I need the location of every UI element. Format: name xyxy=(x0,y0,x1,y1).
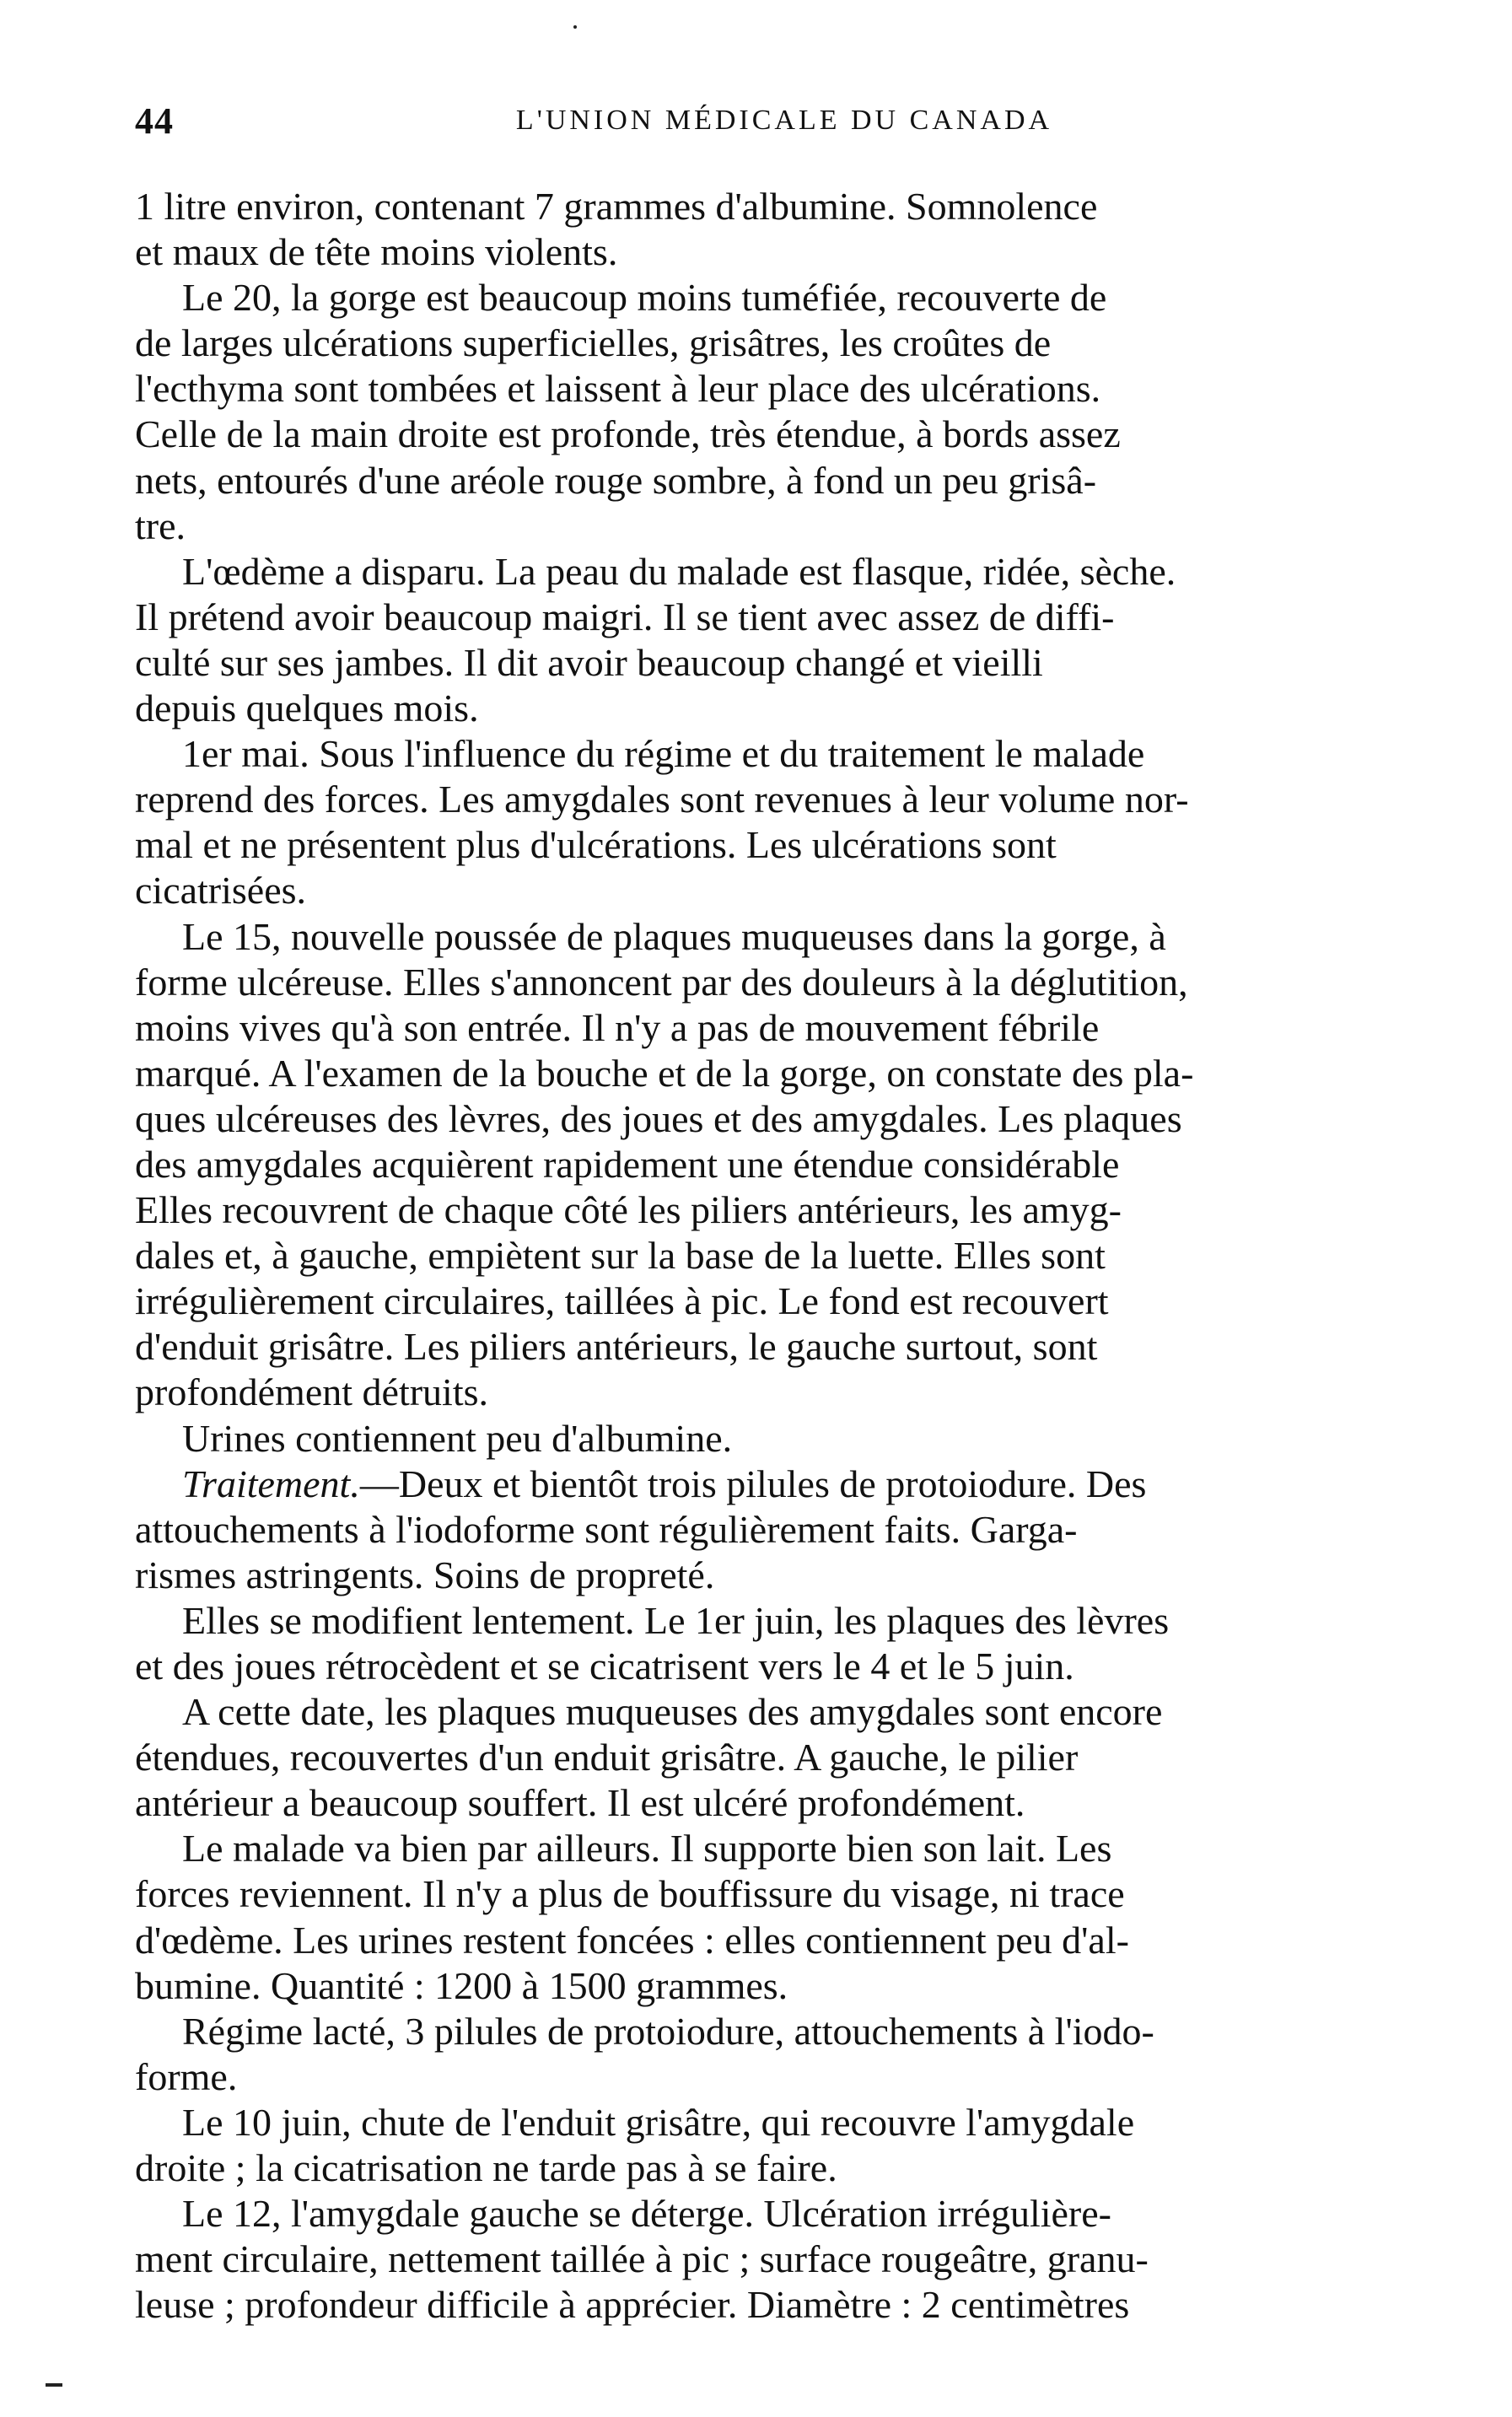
text-line: Elles recouvrent de chaque côté les piliers antérieurs, les amyg- xyxy=(135,1188,1122,1232)
text-line: Urines contiennent peu d'albumine. xyxy=(182,1416,733,1460)
text-line: bumine. Quantité : 1200 à 1500 grammes. xyxy=(135,1963,788,2007)
text-line: Le 15, nouvelle poussée de plaques muqueuses dans la gorge, à xyxy=(182,914,1166,958)
text-line: profondément détruits. xyxy=(135,1370,489,1414)
text-line: L'œdème a disparu. La peau du malade est flasque, ridée, sèche. xyxy=(182,549,1176,593)
text-line: forme ulcéreuse. Elles s'annoncent par des douleurs à la déglutition, xyxy=(135,960,1188,1004)
text-line: ques ulcéreuses des lèvres, des joues et des amygdales. Les plaques xyxy=(135,1096,1182,1140)
text-line: mal et ne présentent plus d'ulcérations. Les ulcérations sont xyxy=(135,823,1057,867)
text-line: Le 12, l'amygdale gauche se déterge. Ulcération irrégulière- xyxy=(182,2192,1111,2236)
text-line: marqué. A l'examen de la bouche et de la gorge, on constate des pla- xyxy=(135,1051,1194,1095)
print-speck xyxy=(573,25,577,29)
text-line: nets, entourés d'une aréole rouge sombre, à fond un peu grisâ- xyxy=(135,458,1097,502)
page-header xyxy=(135,100,1434,150)
text-line: Régime lacté, 3 pilules de protoiodure, attouchements à l'iodo- xyxy=(182,2009,1154,2053)
text-line: Le 20, la gorge est beaucoup moins tuméfiée, recouverte de xyxy=(182,276,1107,320)
body-text xyxy=(135,184,1434,2328)
print-mark xyxy=(46,2383,62,2387)
text-line: et des joues rétrocèdent et se cicatrisent vers le 4 et le 5 juin. xyxy=(135,1645,1074,1688)
text-line: irrégulièrement circulaires, taillées à pic. Le fond est recouvert xyxy=(135,1279,1109,1323)
text-line: des amygdales acquièrent rapidement une étendue considérable xyxy=(135,1142,1120,1186)
text-line: 1 litre environ, contenant 7 grammes d'albumine. Somnolence xyxy=(135,185,1098,228)
text-line: Le 10 juin, chute de l'enduit grisâtre, qui recouvre l'amygdale xyxy=(182,2100,1135,2144)
text-line: Celle de la main droite est profonde, très étendue, à bords assez xyxy=(135,412,1121,456)
text-line: et maux de tête moins violents. xyxy=(135,230,618,274)
text-line: Il prétend avoir beaucoup maigri. Il se tient avec assez de diffi- xyxy=(135,595,1115,638)
text-line: ment circulaire, nettement taillée à pic ; surface rougeâtre, granu- xyxy=(135,2237,1149,2281)
text-line: l'ecthyma sont tombées et laissent à leur place des ulcérations. xyxy=(135,367,1101,411)
text-line: moins vives qu'à son entrée. Il n'y a pas de mouvement fébrile xyxy=(135,1005,1100,1049)
text-line: reprend des forces. Les amygdales sont revenues à leur volume nor- xyxy=(135,778,1189,821)
running-title: L'UNION MÉDICALE DU CANADA xyxy=(515,105,1053,136)
text-line: Le malade va bien par ailleurs. Il supporte bien son lait. Les xyxy=(182,1827,1112,1871)
text-line: droite ; la cicatrisation ne tarde pas à se faire. xyxy=(135,2146,837,2190)
text-line: étendues, recouvertes d'un enduit grisâtre. A gauche, le pilier xyxy=(135,1736,1079,1779)
text-line: forme. xyxy=(135,2054,238,2098)
text-line: forces reviennent. Il n'y a plus de bouffissure du visage, ni trace xyxy=(135,1872,1125,1916)
text-line: antérieur a beaucoup souffert. Il est ulcéré profondément. xyxy=(135,1781,1025,1825)
text-line: depuis quelques mois. xyxy=(135,686,479,730)
text-line: A cette date, les plaques muqueuses des amygdales sont encore xyxy=(182,1690,1163,1734)
text-line: Elles se modifient lentement. Le 1er juin, les plaques des lèvres xyxy=(182,1598,1170,1642)
text-line: leuse ; profondeur difficile à apprécier. Diamètre : 2 centimètres xyxy=(135,2283,1130,2327)
page-number: 44 xyxy=(135,100,174,142)
text-line: culté sur ses jambes. Il dit avoir beaucoup changé et vieilli xyxy=(135,640,1043,684)
text-line: d'œdème. Les urines restent foncées : elles contiennent peu d'al- xyxy=(135,1918,1129,1962)
text-line: attouchements à l'iodoforme sont régulièrement faits. Garga- xyxy=(135,1507,1078,1551)
text-line: cicatrisées. xyxy=(135,869,307,912)
text-line: Traitement.—Deux et bientôt trois pilules de protoiodure. Des xyxy=(182,1462,1147,1505)
text-line: d'enduit grisâtre. Les piliers antérieurs, le gauche surtout, sont xyxy=(135,1325,1098,1369)
text-line: 1er mai. Sous l'influence du régime et du traitement le malade xyxy=(182,732,1145,776)
text-line: rismes astringents. Soins de propreté. xyxy=(135,1553,715,1596)
text-line: de larges ulcérations superficielles, grisâtres, les croûtes de xyxy=(135,321,1052,365)
text-line: dales et, à gauche, empiètent sur la base de la luette. Elles sont xyxy=(135,1234,1106,1278)
text-line: tre. xyxy=(135,503,186,547)
